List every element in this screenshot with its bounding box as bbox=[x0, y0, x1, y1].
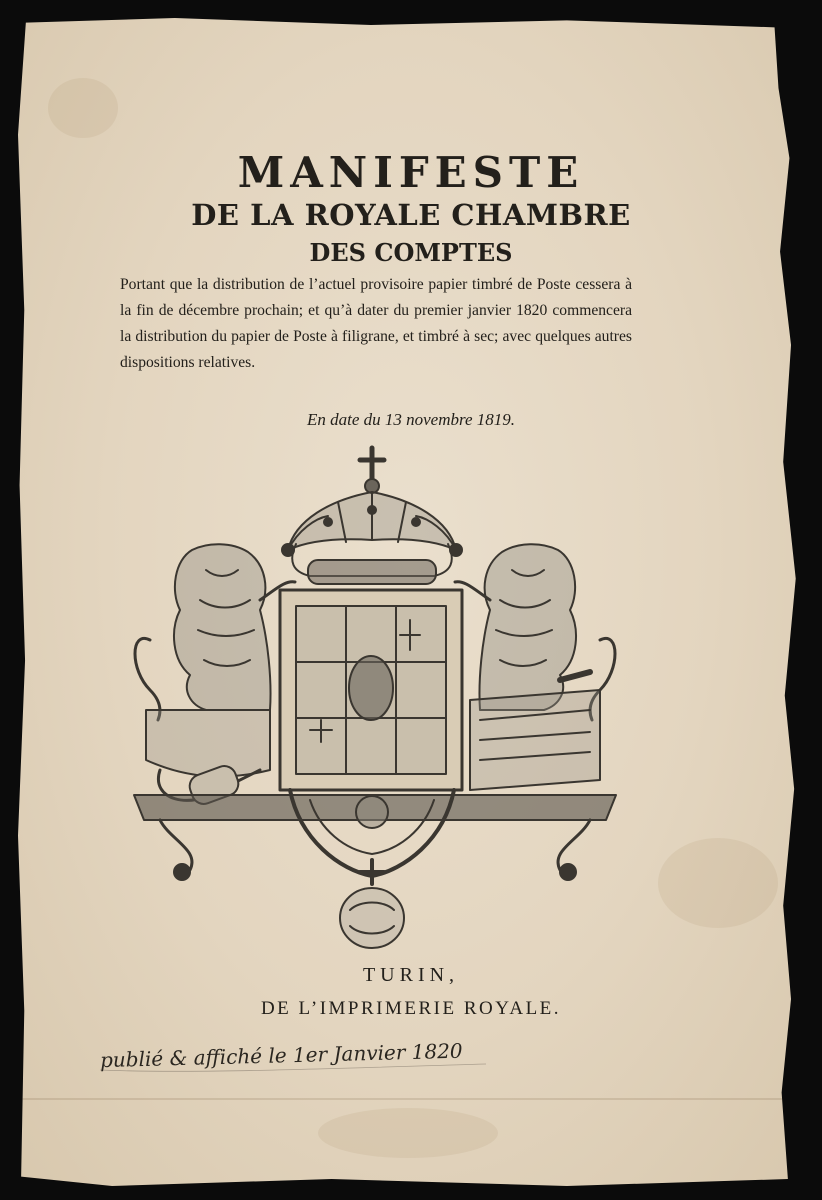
decree-date: En date du 13 novembre 1819. bbox=[306, 410, 516, 429]
svg-text:publié & affiché le 1er Janvie: publié & affiché le 1er Janvier 1820 bbox=[99, 1038, 463, 1073]
handwritten-annotation bbox=[96, 1030, 496, 1080]
left-lion-supporter-icon bbox=[135, 544, 295, 720]
fold-line bbox=[18, 1098, 802, 1100]
title-royale-chambre: DE LA ROYALE CHAMBRE bbox=[191, 198, 631, 232]
title-manifeste: MANIFESTE bbox=[237, 148, 585, 197]
royal-crown-icon bbox=[282, 492, 462, 584]
decree-summary: Portant que la distribution de l’actuel provisoire papier timbré de Poste cessera à la fin de décembre prochain; et qu’à dater du premier janvier 1820 commencera la distribution du papier de Poste à filigrane, et timbré à sec; avec quelques autres dispositions relatives. bbox=[120, 276, 632, 371]
imprint-city: TURIN, bbox=[362, 964, 460, 986]
heraldic-shield-icon bbox=[280, 590, 462, 790]
left-trophy-scroll-icon bbox=[146, 710, 270, 807]
imprint-printer: DE L’IMPRIMERIE ROYALE. bbox=[260, 998, 562, 1019]
crown-cross-icon bbox=[360, 448, 384, 493]
coat-of-arms-engraving bbox=[120, 440, 630, 960]
title-des-comptes: DES COMPTES bbox=[309, 238, 513, 267]
